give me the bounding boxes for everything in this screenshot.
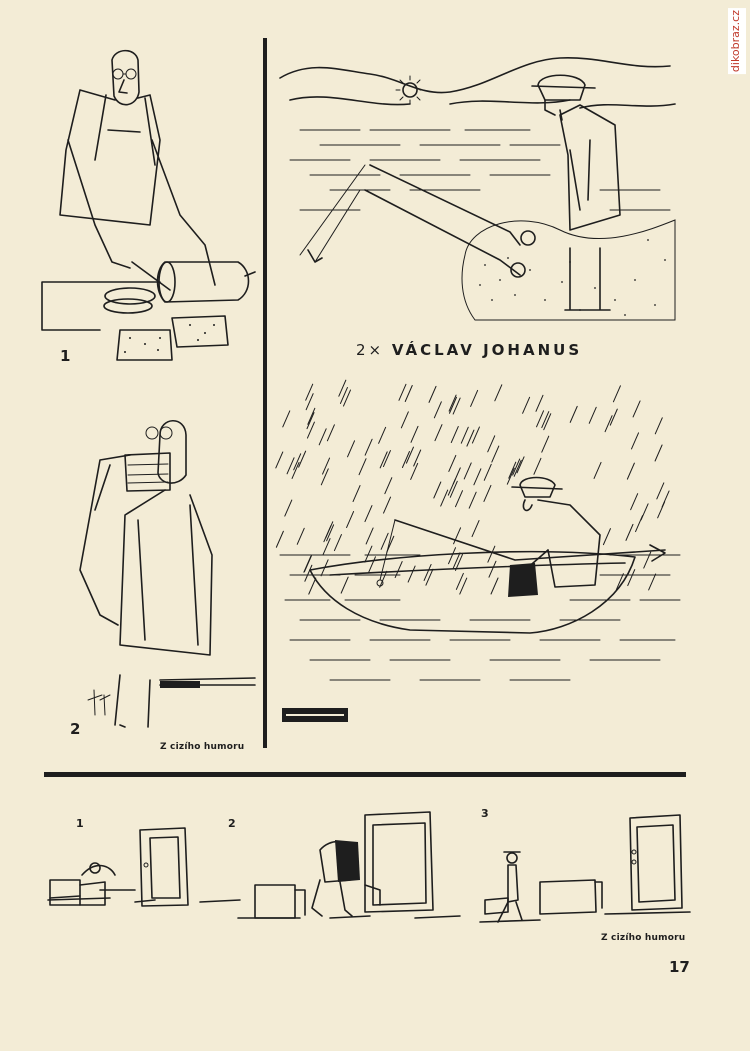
fishing-scene-rain bbox=[270, 375, 690, 735]
strip-panel1-number: 1 bbox=[76, 817, 84, 830]
film-strip-mark bbox=[282, 708, 348, 722]
site-watermark: dikobraz.cz bbox=[728, 8, 746, 74]
panel1-number: 1 bbox=[60, 347, 71, 365]
left-cartoon-caption: Z cizího humoru bbox=[160, 742, 245, 752]
byline-prefix: 2× bbox=[356, 341, 385, 359]
artist-byline bbox=[356, 341, 582, 359]
strip-panel3-number: 3 bbox=[481, 807, 489, 820]
page-number: 17 bbox=[669, 958, 690, 976]
bottom-safe-strip bbox=[40, 790, 700, 950]
cartoon-left-column bbox=[0, 0, 262, 770]
strip-caption: Z cizího humoru bbox=[601, 933, 686, 943]
panel1-illustration-butcher bbox=[0, 0, 262, 380]
strip-panel2-number: 2 bbox=[228, 817, 236, 830]
strip-illustrations bbox=[40, 790, 700, 930]
fishing-scene-sunny bbox=[270, 0, 690, 340]
panel2-number: 2 bbox=[70, 720, 81, 738]
strip-divider bbox=[44, 772, 686, 777]
byline-artist-name: VÁCLAV JOHANUS bbox=[391, 341, 583, 359]
cartoon-right-column bbox=[270, 0, 690, 770]
column-divider bbox=[263, 38, 267, 748]
panel2-illustration-eating bbox=[0, 395, 262, 755]
